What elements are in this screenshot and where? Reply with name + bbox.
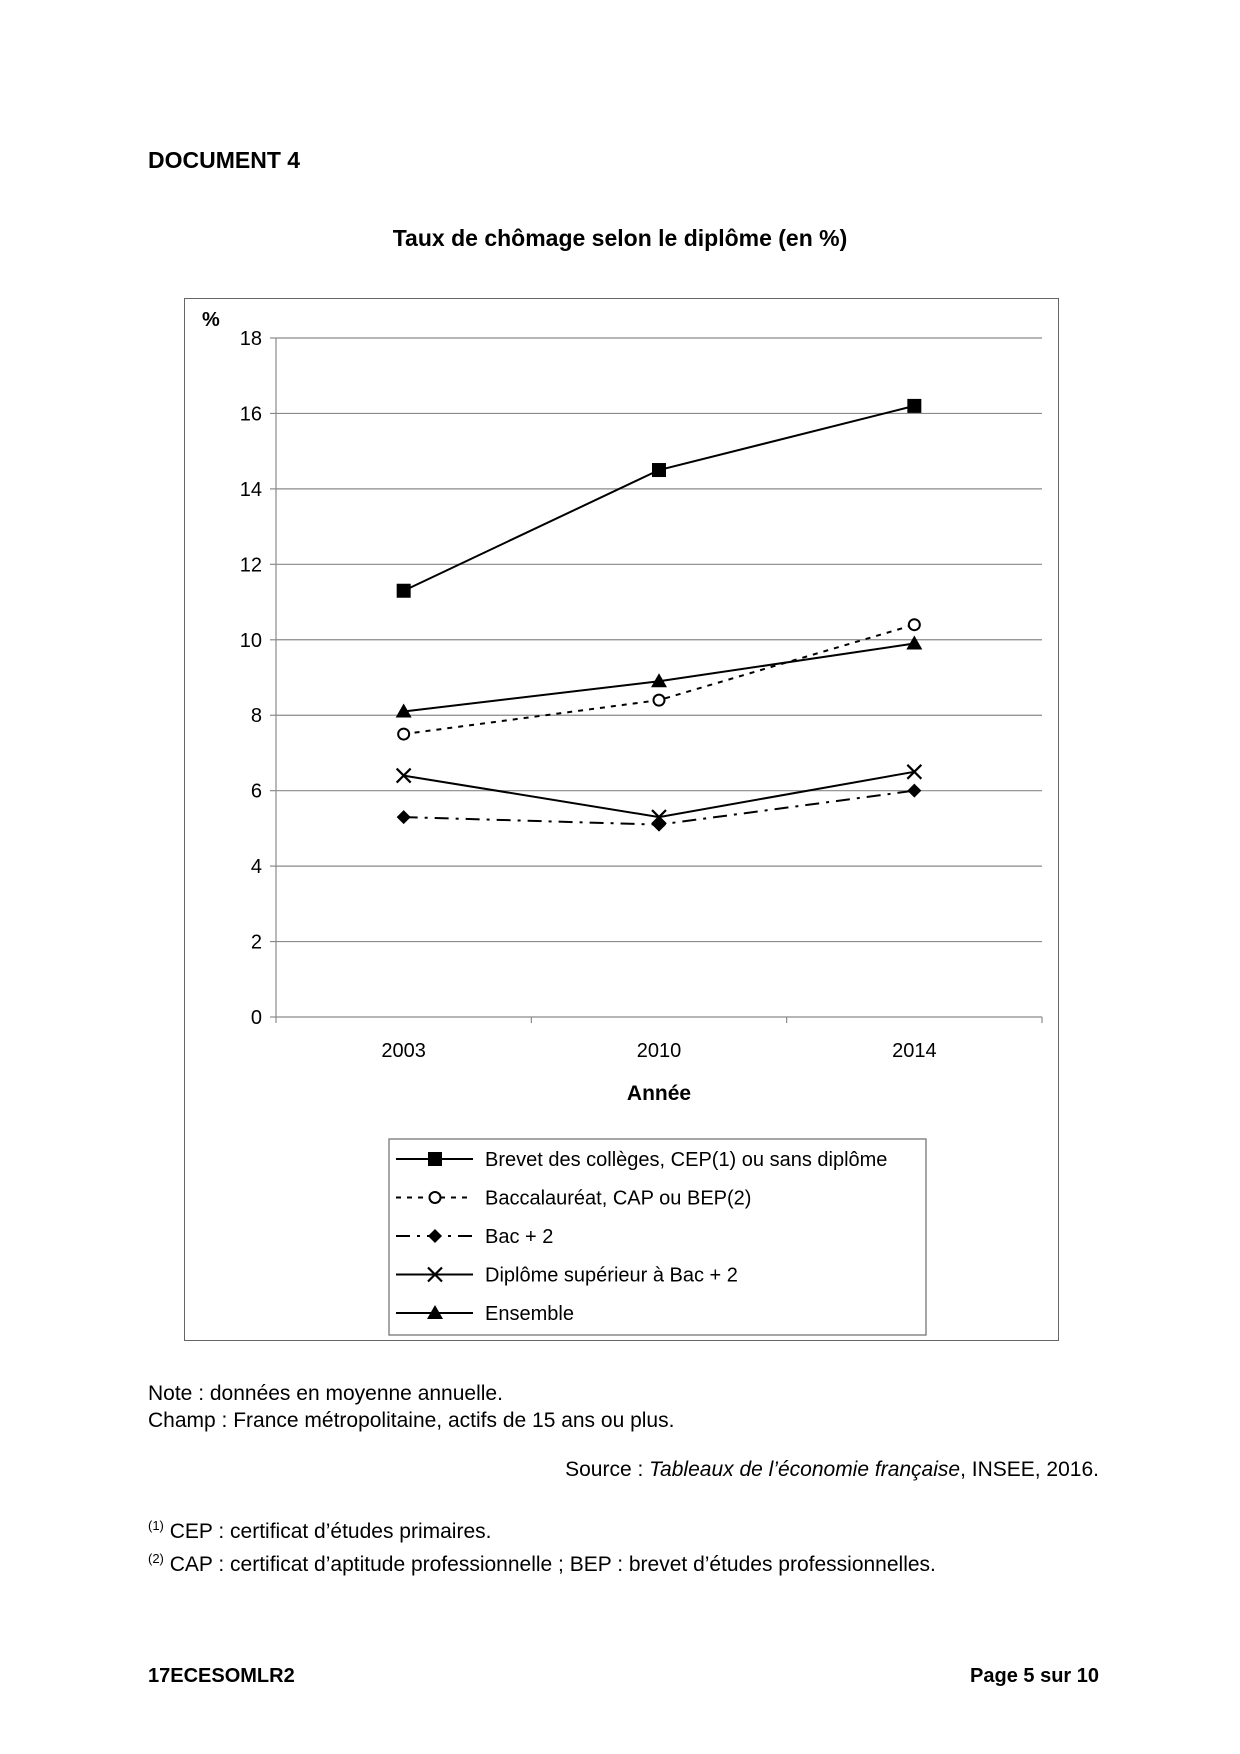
- y-tick-label: 6: [250, 780, 262, 803]
- legend-label: Diplôme supérieur à Bac + 2: [485, 1264, 738, 1287]
- data-point-series-2: [398, 729, 409, 740]
- data-point-series-1: [397, 584, 411, 598]
- x-tick-label: 2010: [636, 1040, 682, 1062]
- x-tick-label: 2014: [892, 1040, 937, 1062]
- notes: [148, 1380, 674, 1434]
- data-point-series-3: [397, 810, 411, 824]
- y-axis-label: %: [202, 309, 220, 331]
- y-tick-label: 10: [239, 629, 262, 652]
- legend-label: Bac + 2: [485, 1226, 554, 1248]
- note-text: Note : données en moyenne annuelle.: [148, 1382, 503, 1405]
- legend-label: Brevet des collèges, CEP(1) ou sans diplôme: [485, 1149, 888, 1171]
- x-axis-label: Année: [626, 1082, 692, 1105]
- legend-marker: [430, 1192, 441, 1203]
- source-line: [565, 1458, 1099, 1482]
- data-point-series-2: [909, 619, 920, 630]
- y-tick-label: 14: [239, 478, 262, 501]
- series-line-4: [404, 772, 915, 817]
- footer-page: Page 5 sur 10: [970, 1665, 1099, 1687]
- y-tick-label: 16: [239, 403, 262, 426]
- data-point-series-5: [906, 636, 922, 650]
- footnote-1-mark: (1): [148, 1518, 164, 1533]
- legend-label: Ensemble: [485, 1303, 574, 1325]
- footnote-2-mark: (2): [148, 1551, 164, 1566]
- y-tick-label: 2: [250, 931, 262, 954]
- x-tick-label: 2003: [381, 1040, 426, 1062]
- footnote-2-text: CAP : certificat d’aptitude professionnelle ; BEP : brevet d’études professionnelles.: [163, 1553, 936, 1576]
- legend-marker: [428, 1152, 442, 1166]
- data-point-series-3: [907, 784, 921, 798]
- data-point-series-1: [652, 463, 666, 477]
- data-point-series-1: [907, 399, 921, 413]
- champ-text: Champ : France métropolitaine, actifs de 15 ans ou plus.: [148, 1409, 675, 1432]
- series-line-1: [404, 406, 915, 591]
- footnotes: [148, 1512, 936, 1578]
- footnote-2: [148, 1545, 936, 1578]
- chart-title: Taux de chômage selon le diplôme (en %): [392, 225, 848, 251]
- footer-code: 17ECESOMLR2: [148, 1665, 295, 1687]
- footnote-1-text: CEP : certificat d’études primaires.: [163, 1520, 492, 1543]
- source-title: Tableaux de l’économie française: [649, 1458, 961, 1481]
- source-prefix: Source :: [565, 1458, 650, 1481]
- y-tick-label: 12: [239, 554, 262, 577]
- y-tick-label: 4: [250, 856, 262, 879]
- legend-label: Baccalauréat, CAP ou BEP(2): [485, 1187, 752, 1210]
- document-heading: DOCUMENT 4: [148, 147, 301, 173]
- y-tick-label: 0: [250, 1007, 262, 1029]
- source-suffix: , INSEE, 2016.: [960, 1458, 1099, 1481]
- data-point-series-3: [652, 818, 666, 832]
- y-tick-label: 18: [239, 328, 262, 350]
- footnote-1: [148, 1512, 936, 1545]
- y-tick-label: 8: [250, 705, 262, 728]
- data-point-series-2: [654, 695, 665, 706]
